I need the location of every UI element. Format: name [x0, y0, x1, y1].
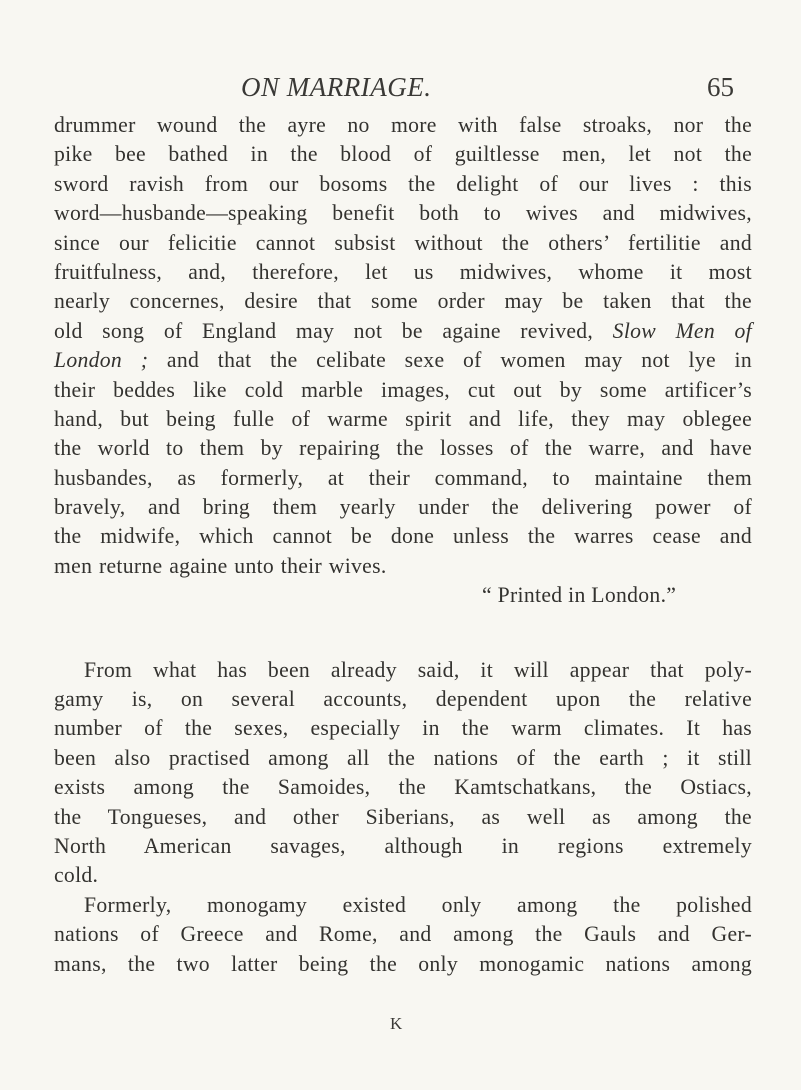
text-line: since our felicitie cannot subsist without the others’ fertilitie and [54, 230, 752, 255]
text-line: word—husbande—speaking benefit both to wives and midwives, [54, 201, 752, 226]
text-line: the midwife, which cannot be done unless the warres cease and [54, 524, 752, 549]
paragraph [54, 891, 752, 979]
running-title: ON MARRIAGE. [241, 72, 432, 102]
text-line: North American savages, although in regions extremely [54, 833, 752, 858]
running-head [0, 72, 801, 106]
text-line: drummer wound the ayre no more with false stroaks, nor the [54, 113, 752, 137]
text-line: Formerly, monogamy existed only among the polished [84, 892, 752, 917]
text-line: nations of Greece and Rome, and among the Gauls and Ger- [54, 922, 752, 947]
text-line: sword ravish from our bosoms the delight of our lives : this [54, 171, 752, 196]
text-line: bravely, and bring them yearly under the delivering power of [54, 495, 752, 520]
text-line: been also practised among all the nations of the earth ; it still [54, 745, 752, 770]
italic-title: London ; [54, 348, 149, 373]
text-line: the Tongueses, and other Siberians, as well as among the [54, 804, 752, 829]
text-line: the world to them by repairing the losses of the warre, and have [54, 436, 752, 461]
text-line: husbandes, as formerly, at their command, to maintaine them [54, 465, 752, 490]
page-number: 65 [707, 72, 734, 102]
text-line: hand, but being fulle of warme spirit and life, they may oblegee [54, 406, 752, 431]
section-gap [54, 611, 752, 656]
text-line [54, 346, 752, 375]
signature-mark: K [390, 1014, 404, 1033]
text-segment: and that the celibate sexe of women may not lye in [148, 348, 752, 373]
text-segment: old song of England may not be againe revived, [54, 318, 613, 343]
italic-title: Slow Men of [612, 318, 752, 343]
paragraph [54, 656, 752, 891]
text-line: exists among the Samoides, the Kamtschatkans, the Ostiacs, [54, 775, 752, 800]
text-line: mans, the two latter being the only monogamic nations among [54, 951, 752, 976]
text-line: cold. [54, 863, 99, 888]
letter-signoff: “ Printed in London.” [482, 583, 677, 608]
text-line: men returne againe unto their wives. [54, 553, 387, 578]
text-line: fruitfulness, and, therefore, let us midwives, whome it most [54, 259, 752, 284]
quoted-letter [54, 111, 752, 611]
text-line: From what has been already said, it will appear that poly- [84, 657, 752, 682]
text-line: nearly concernes, desire that some order may be taken that the [54, 289, 752, 314]
text-line: pike bee bathed in the blood of guiltlesse men, let not the [54, 142, 752, 167]
text-line: number of the sexes, especially in the warm climates. It has [54, 716, 752, 741]
text-line [54, 317, 752, 346]
text-line: their beddes like cold marble images, cut out by some artificer’s [54, 377, 752, 402]
text-line: gamy is, on several accounts, dependent upon the relative [54, 687, 752, 712]
body-text [54, 111, 752, 979]
